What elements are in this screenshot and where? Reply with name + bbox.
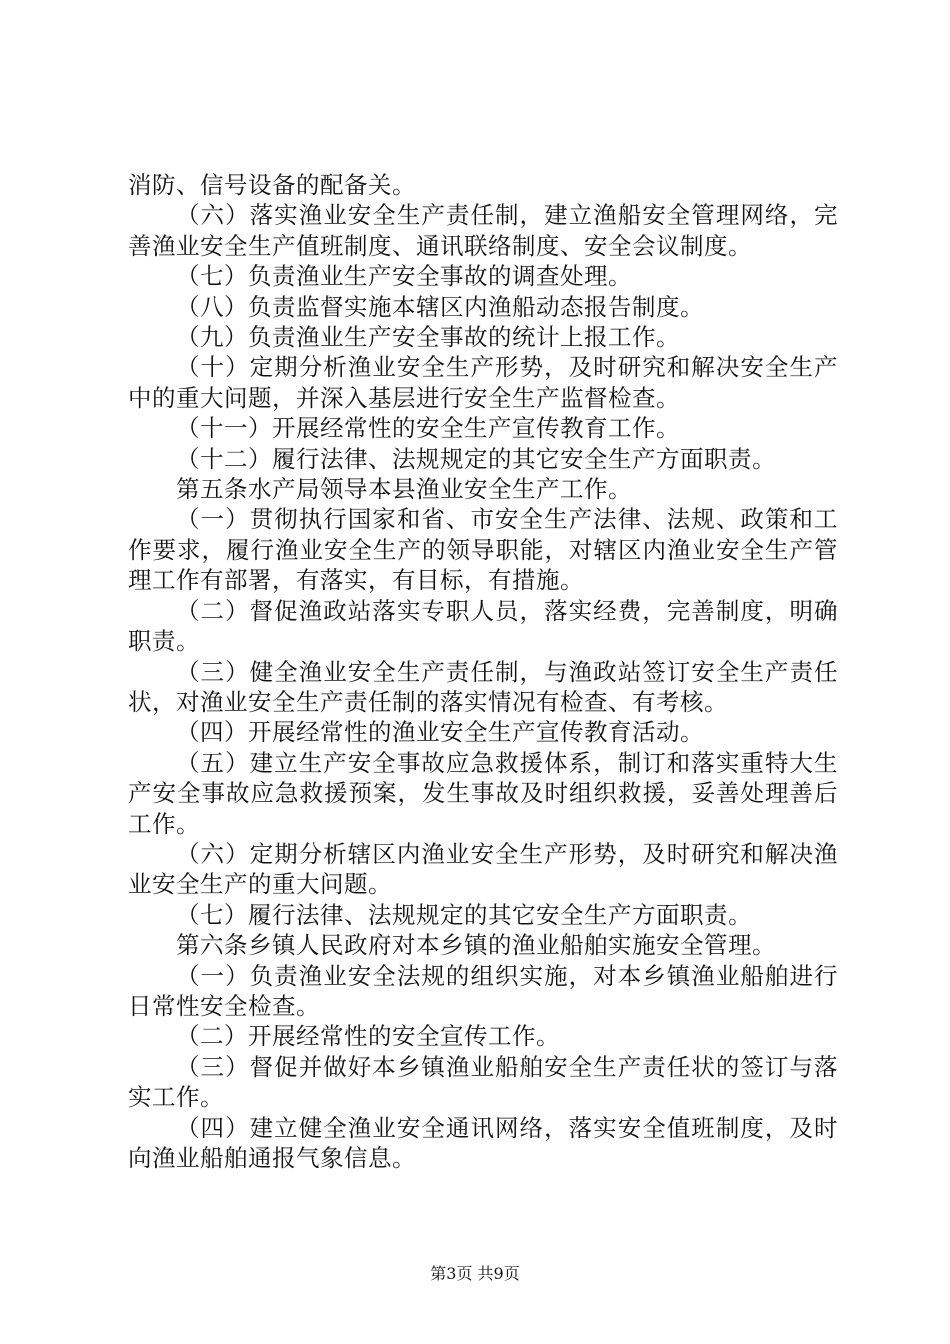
paragraph: 第五条水产局领导本县渔业安全生产工作。: [176, 475, 632, 504]
page-footer: 第3页 共9页: [430, 1264, 520, 1283]
paragraph: （六）落实渔业安全生产责任制，建立渔船安全管理网络，完善渔业安全生产值班制度、通讯联络制度、安全会议制度。: [128, 201, 838, 260]
paragraph: （六）定期分析辖区内渔业安全生产形势，及时研究和解决渔业安全生产的重大问题。: [128, 839, 838, 899]
paragraph: （一）贯彻执行国家和省、市安全生产法律、法规、政策和工作要求，履行渔业安全生产的领导职能，对辖区内渔业安全生产管理工作有部署，有落实，有目标，有措施。: [128, 505, 838, 595]
paragraph: （二）督促渔政站落实专职人员，落实经费，完善制度，明确职责。: [128, 596, 838, 656]
paragraph: （十）定期分析渔业安全生产形势，及时研究和解决安全生产中的重大问题，并深入基层进行安全生产监督检查。: [128, 353, 838, 412]
paragraph: （七）负责渔业生产安全事故的调查处理。: [176, 262, 632, 291]
paragraph: 消防、信号设备的配备关。: [128, 171, 416, 199]
paragraph: （四）开展经常性的渔业安全生产宣传教育活动。: [176, 718, 704, 747]
document-body: [128, 170, 838, 1173]
paragraph: （三）督促并做好本乡镇渔业船舶安全生产责任状的签订与落实工作。: [128, 1052, 838, 1112]
paragraph: （十二）履行法律、法规规定的其它安全生产方面职责。: [176, 444, 776, 473]
paragraph: （五）建立生产安全事故应急救援体系，制订和落实重特大生产安全事故应急救援预案，发生事故及时组织救援，妥善处理善后工作。: [128, 748, 838, 838]
paragraph: （四）建立健全渔业安全通讯网络，落实安全值班制度，及时向渔业船舶通报气象信息。: [128, 1113, 838, 1172]
paragraph: （七）履行法律、法规规定的其它安全生产方面职责。: [176, 900, 752, 929]
paragraph: （二）开展经常性的安全宣传工作。: [176, 1022, 560, 1051]
paragraph: （九）负责渔业生产安全事故的统计上报工作。: [176, 323, 680, 352]
paragraph: （一）负责渔业安全法规的组织实施，对本乡镇渔业船舶进行日常性安全检查。: [128, 961, 838, 1020]
paragraph: 第六条乡镇人民政府对本乡镇的渔业船舶实施安全管理。: [176, 931, 776, 960]
paragraph: （八）负责监督实施本辖区内渔船动态报告制度。: [176, 292, 704, 321]
paragraph: （十一）开展经常性的安全生产宣传教育工作。: [176, 414, 680, 443]
paragraph: （三）健全渔业安全生产责任制，与渔政站签订安全生产责任状，对渔业安全生产责任制的落实情况有检查、有考核。: [128, 657, 838, 716]
